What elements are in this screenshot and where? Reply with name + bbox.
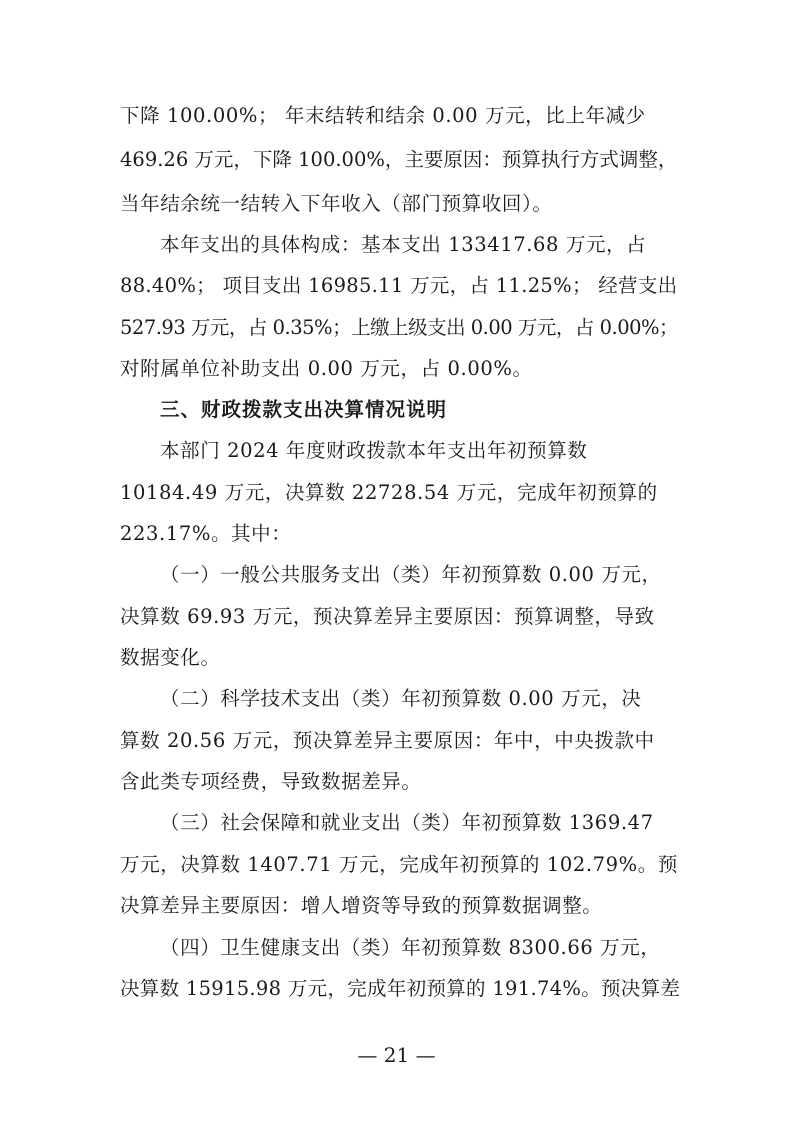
text-line: 决算数 15915.98 万元，完成年初预算的 191.74%。预决算差 — [120, 977, 681, 1000]
text-line: 下降 100.00%； 年末结转和结余 0.00 万元，比上年减少 — [120, 104, 646, 127]
text-line: 算数 20.56 万元，预决算差异主要原因：年中，中央拨款中 — [120, 729, 655, 752]
text-line: 88.40%； 项目支出 16985.11 万元，占 11.25%； 经营支出 — [120, 274, 678, 297]
text-line: 含此类专项经费，导致数据差异。 — [120, 770, 422, 793]
paragraph-start-line: （三）社会保障和就业支出（类）年初预算数 1369.47 — [160, 811, 654, 834]
text-line: 决算差异主要原因：增人增资等导致的预算数据调整。 — [120, 894, 603, 917]
text-line: 527.93 万元，占 0.35%；上缴上级支出 0.00 万元，占 0.00%； — [120, 316, 679, 339]
text-line: 对附属单位补助支出 0.00 万元，占 0.00%。 — [120, 357, 533, 380]
text-line: 223.17%。其中： — [120, 522, 292, 545]
paragraph-start-line: 本年支出的具体构成：基本支出 133417.68 万元，占 — [160, 233, 647, 256]
paragraph-start-line: 本部门 2024 年度财政拨款本年支出年初预算数 — [160, 439, 588, 462]
paragraph-start-line: （二）科学技术支出（类）年初预算数 0.00 万元，决 — [160, 687, 642, 710]
page-number: — 21 — — [357, 1043, 436, 1067]
text-line: 数据变化。 — [120, 646, 221, 669]
section-heading: 三、财政拨款支出决算情况说明 — [160, 398, 448, 421]
text-line: 10184.49 万元，决算数 22728.54 万元，完成年初预算的 — [120, 481, 658, 504]
text-line: 469.26 万元，下降 100.00%，主要原因：预算执行方式调整， — [120, 148, 678, 171]
text-line: 万元，决算数 1407.71 万元，完成年初预算的 102.79%。预 — [120, 853, 678, 876]
paragraph-start-line: （四）卫生健康支出（类）年初预算数 8300.66 万元， — [160, 936, 661, 959]
text-line: 决算数 69.93 万元，预决算差异主要原因：预算调整，导致 — [120, 605, 655, 628]
text-line: 当年结余统一结转入下年收入（部门预算收回）。 — [120, 192, 553, 215]
paragraph-start-line: （一）一般公共服务支出（类）年初预算数 0.00 万元， — [160, 563, 662, 586]
